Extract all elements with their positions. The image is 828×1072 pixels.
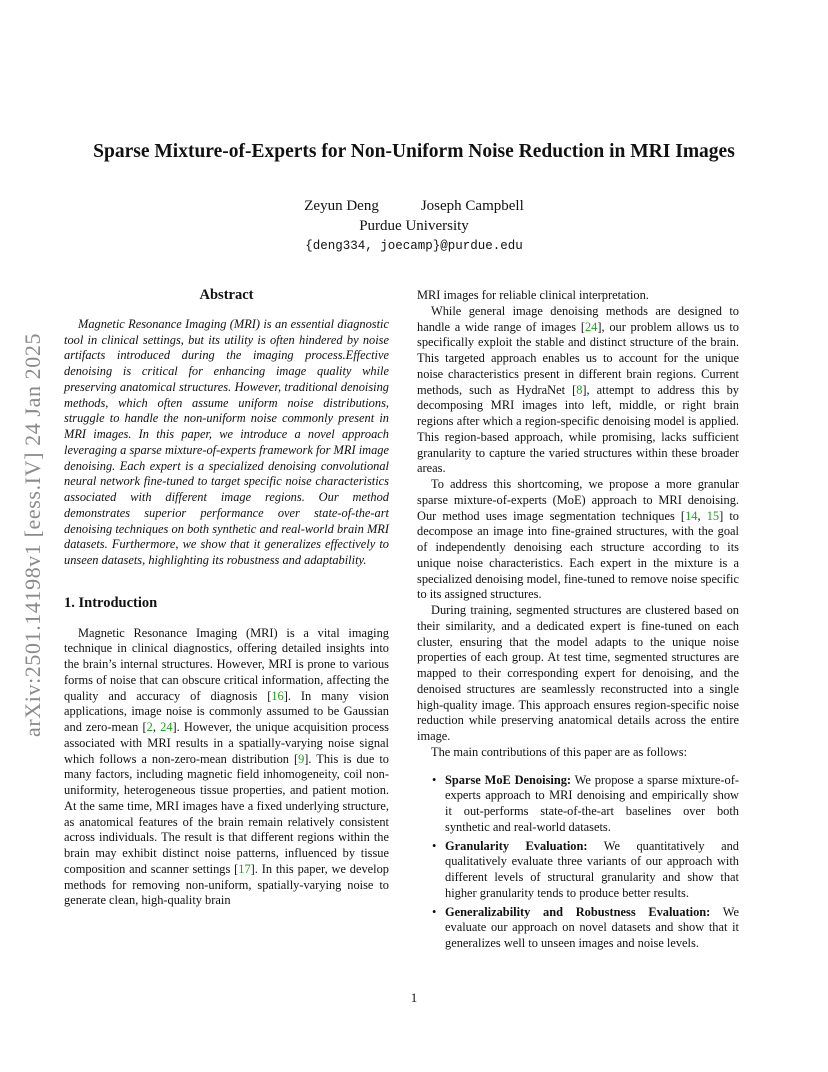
section-heading-introduction: 1. Introduction xyxy=(64,594,158,611)
list-item xyxy=(432,772,739,836)
citation-link[interactable]: 8 xyxy=(576,382,583,397)
bullet-glyph: • xyxy=(432,838,437,853)
intro-paragraph: While general image denoising methods are designed to handle a wide range of images [24], our problem allows us to specifically exploit the stable and distinct structure of the brain. This targeted approach enables us to account for the unique noise characteristics present in different brain regions. Current methods, such as HydraNet [8], attempt to address this by decomposing MRI images into left, middle, or right brain regions after which a region-specific denoising model is applied. This region-based approach, while promising, lacks sufficient granularity to capture the varied structures within these broader areas. xyxy=(417,303,739,476)
right-column xyxy=(417,288,739,955)
intro-paragraph: During training, segmented structures are clustered based on their similarity, and a dedicated expert is fine-tuned on each cluster, ensuring that the model adapts to the unique noise properties of each group. At test time, segmented structures are mapped to their corresponding expert for denoising, and the denoised structures are seamlessly reconstructed into a single high-quality image. This approach ensures region-specific noise reduction while preserving anatomical details across the entire image. xyxy=(417,603,739,743)
abstract-heading: Abstract xyxy=(199,287,254,303)
contributions-list xyxy=(417,773,739,952)
arxiv-sidebar-stamp: arXiv:2501.14198v1 [eess.IV] 24 Jan 2025 xyxy=(20,332,45,738)
citation-link[interactable]: 2 xyxy=(146,720,153,734)
bullet-glyph: • xyxy=(432,772,437,787)
contributions-lead: The main contributions of this paper are as follows: xyxy=(431,744,688,759)
paper-title: Sparse Mixture-of-Experts for Non-Uniform Noise Reduction in MRI Images xyxy=(93,141,735,162)
citation-link[interactable]: 17 xyxy=(238,861,251,876)
contribution-label: Granularity Evaluation: xyxy=(445,838,588,853)
citation-link[interactable]: 15 xyxy=(706,508,720,523)
abstract-text: Magnetic Resonance Imaging (MRI) is an essential diagnostic tool in clinical settings, but its utility is often hindered by noise artifacts introduced during the imaging process.Effective denoising is critical for enhancing image quality while preserving anatomical structures. However, traditional denoising methods, which often assume uniform noise distributions, struggle to handle the non-uniform noise commonly present in MRI images. In this paper, we introduce a novel approach leveraging a sparse mixture-of-experts framework for MRI image denoising. Each expert is a specialized denoising convolutional neural network fine-tuned to target specific noise characteristics associated with different image regions. Our method demonstrates superior performance over state-of-the-art denoising techniques on both synthetic and real-world brain MRI datasets. Furthermore, we show that it generalizes effectively to unseen datasets, highlighting its robustness and adaptability. xyxy=(64,316,389,567)
affiliation: Purdue University xyxy=(359,218,469,234)
contribution-text: We propose a sparse mixture-of-experts approach to MRI denoising and empirically show it out-performs state-of-the-art baselines over both synthetic and real-world datasets. xyxy=(445,772,739,834)
citation-link[interactable]: 9 xyxy=(298,751,305,766)
intro-paragraph: Magnetic Resonance Imaging (MRI) is a vital imaging technique in clinical diagnostics, offering detailed insights into the brain’s internal structures. However, MRI is prone to various forms of noise that can obscure critical information, affecting the quality and accuracy of diagnosis [16]. In many vision applications, image noise is commonly assumed to be Gaussian and zero-mean [2, 24]. However, the unique acquisition process associated with MRI results in a spatially-varying noise signal which follows a non-zero-mean distribution [9]. This is due to many factors, including magnetic field inhomogeneity, coil non-uniformity, heterogeneous tissue properties, and patient motion. At the same time, MRI images have a fixed underlying structure, as anatomical features of the brain remain relatively consistent across individuals. The result is that different regions within the brain may exhibit distinct noise patterns, influenced by tissue composition and scanner settings [17]. In this paper, we develop methods for removing non-uniform, spatially-varying noise to generate clean, high-quality brain xyxy=(64,625,389,908)
citation-link[interactable]: 24 xyxy=(584,319,598,334)
author-names xyxy=(0,196,828,216)
citation-link[interactable]: 16 xyxy=(271,688,284,703)
contribution-label: Sparse MoE Denoising: xyxy=(445,772,572,787)
contribution-label: Generalizability and Robustness Evaluation: xyxy=(445,904,711,919)
intro-paragraph: To address this shortcoming, we propose a more granular sparse mixture-of-experts (MoE) approach to MRI denoising. Our method uses image segmentation techniques [14, 15] to decompose an image into fine-grained structures, with the goal of independently denoising each structure according to its unique noise characteristics. Each expert in the mixture is a specialized denoising model, fine-tuned to remove noise specific to its assigned structures. xyxy=(417,477,739,602)
left-column xyxy=(64,288,389,909)
author-email: {deng334, joecamp}@purdue.edu xyxy=(305,239,523,253)
bullet-glyph: • xyxy=(432,904,437,919)
author-name: Zeyun Deng xyxy=(304,198,379,214)
list-item xyxy=(432,904,739,952)
author-name: Joseph Campbell xyxy=(420,198,524,214)
page-number: 1 xyxy=(410,990,418,1005)
intro-paragraph-continued: MRI images for reliable clinical interpretation. xyxy=(417,288,649,302)
author-block xyxy=(0,196,828,256)
citation-link[interactable]: 14 xyxy=(685,508,698,523)
citation-link[interactable]: 24 xyxy=(160,720,173,734)
contribution-text: We quantitatively and qualitatively evaluate three variants of our approach with different levels of structural granularity and show that higher granularity tends to produce better results. xyxy=(445,838,739,900)
list-item xyxy=(432,838,739,902)
contribution-text: We evaluate our approach on novel datasets and show that it generalizes well to unseen images and noise levels. xyxy=(445,904,739,950)
